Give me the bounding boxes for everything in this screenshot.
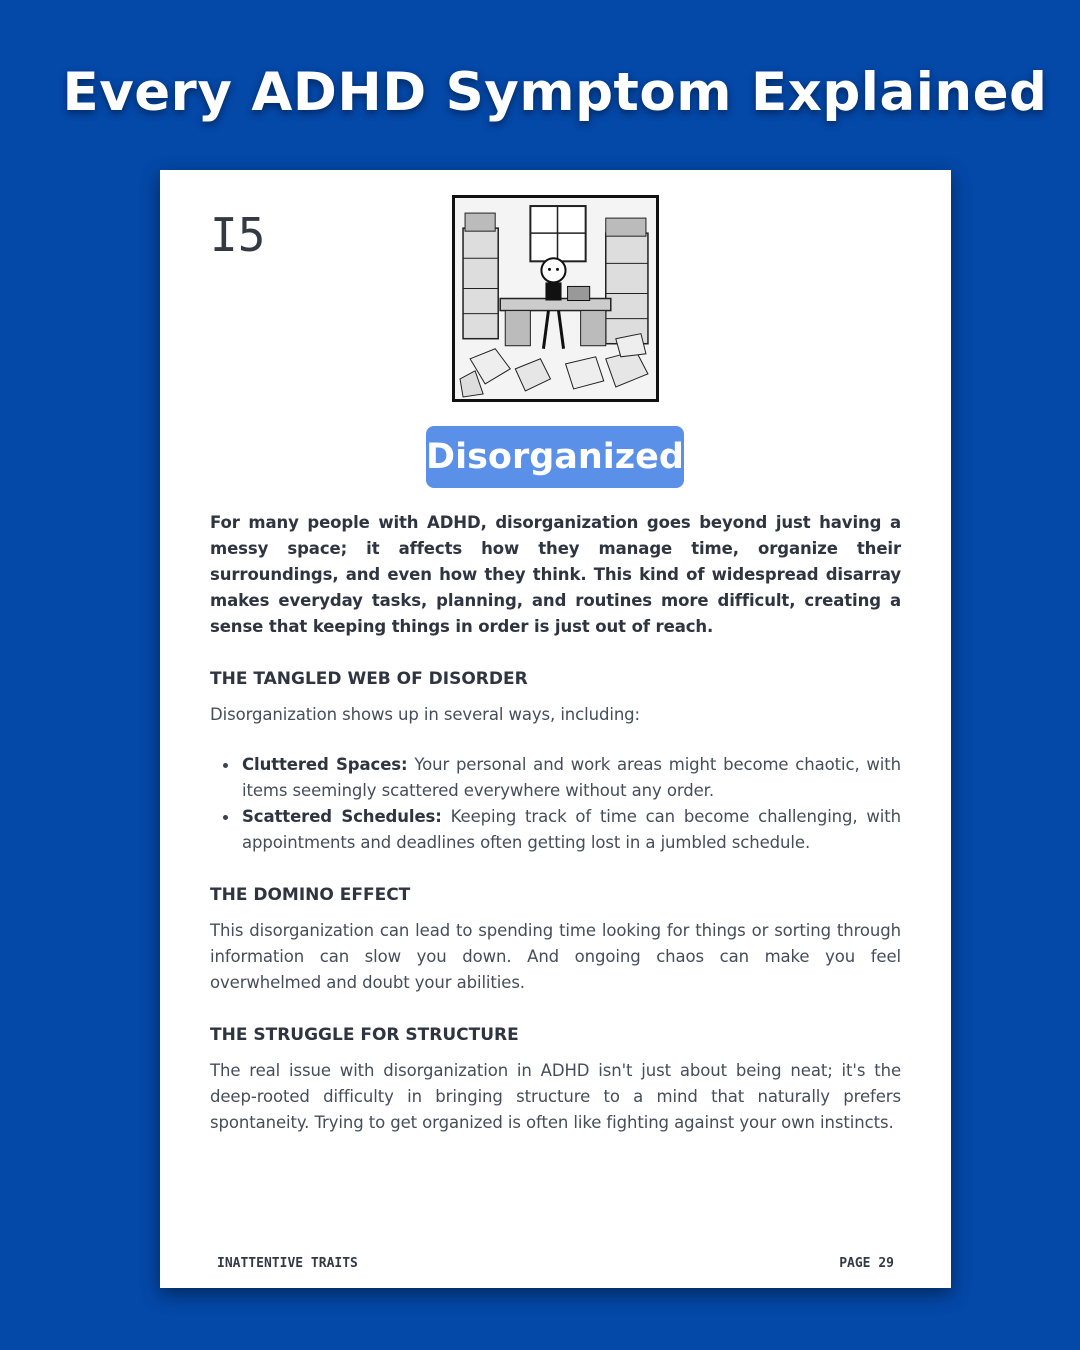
messy-office-illustration <box>452 195 659 402</box>
list-item <box>210 804 901 856</box>
section-body-domino-effect: This disorganization can lead to spending time looking for things or sorting through information can slow you down. And ongoing chaos can make you feel overwhelmed and doubt your abilities. <box>210 921 901 992</box>
bullet-text: Keeping track of time can become challenging, with appointments and deadlines often getting lost in a jumbled schedule. <box>242 807 902 852</box>
footer-section-label: INATTENTIVE TRAITS <box>217 1256 358 1271</box>
list-item <box>210 752 901 804</box>
bullet-dot <box>223 763 228 768</box>
intro-paragraph: For many people with ADHD, disorganization goes beyond just having a messy space; it affects how they manage time, organize their surroundings, and even how they think. This kind of widespread disarray makes everyday tasks, planning, and routines more difficult, creating a sense that keeping things in order is just out of reach. <box>210 513 901 636</box>
bullet-term: Scattered Schedules: <box>242 807 442 826</box>
section-heading-domino-effect: THE DOMINO EFFECT <box>210 885 411 905</box>
banner-title: Every ADHD Symptom Explained <box>62 62 1048 123</box>
section-body-struggle-structure: The real issue with disorganization in ADHD isn't just about being neat; it's the deep-rooted difficulty in bringing structure to a mind that naturally prefers spontaneity. Trying to get organized is often like fighting against your own instincts. <box>210 1061 901 1132</box>
document-page <box>160 170 951 1288</box>
bullet-list <box>210 752 901 856</box>
symptom-title-badge: Disorganized <box>426 426 684 488</box>
bullet-text: Your personal and work areas might become chaotic, with items seemingly scattered everywhere without any order. <box>242 755 901 800</box>
illustration-drawing <box>455 198 656 399</box>
section-heading-tangled-web: THE TANGLED WEB OF DISORDER <box>210 669 528 689</box>
bullet-term: Cluttered Spaces: <box>242 755 408 774</box>
page-content <box>210 510 901 1136</box>
footer-page-number: PAGE 29 <box>839 1256 894 1271</box>
bullet-dot <box>223 815 228 820</box>
section-heading-struggle-structure: THE STRUGGLE FOR STRUCTURE <box>210 1025 519 1045</box>
chapter-number: I5 <box>210 208 266 262</box>
section-body-tangled-web: Disorganization shows up in several ways, including: <box>210 705 641 724</box>
